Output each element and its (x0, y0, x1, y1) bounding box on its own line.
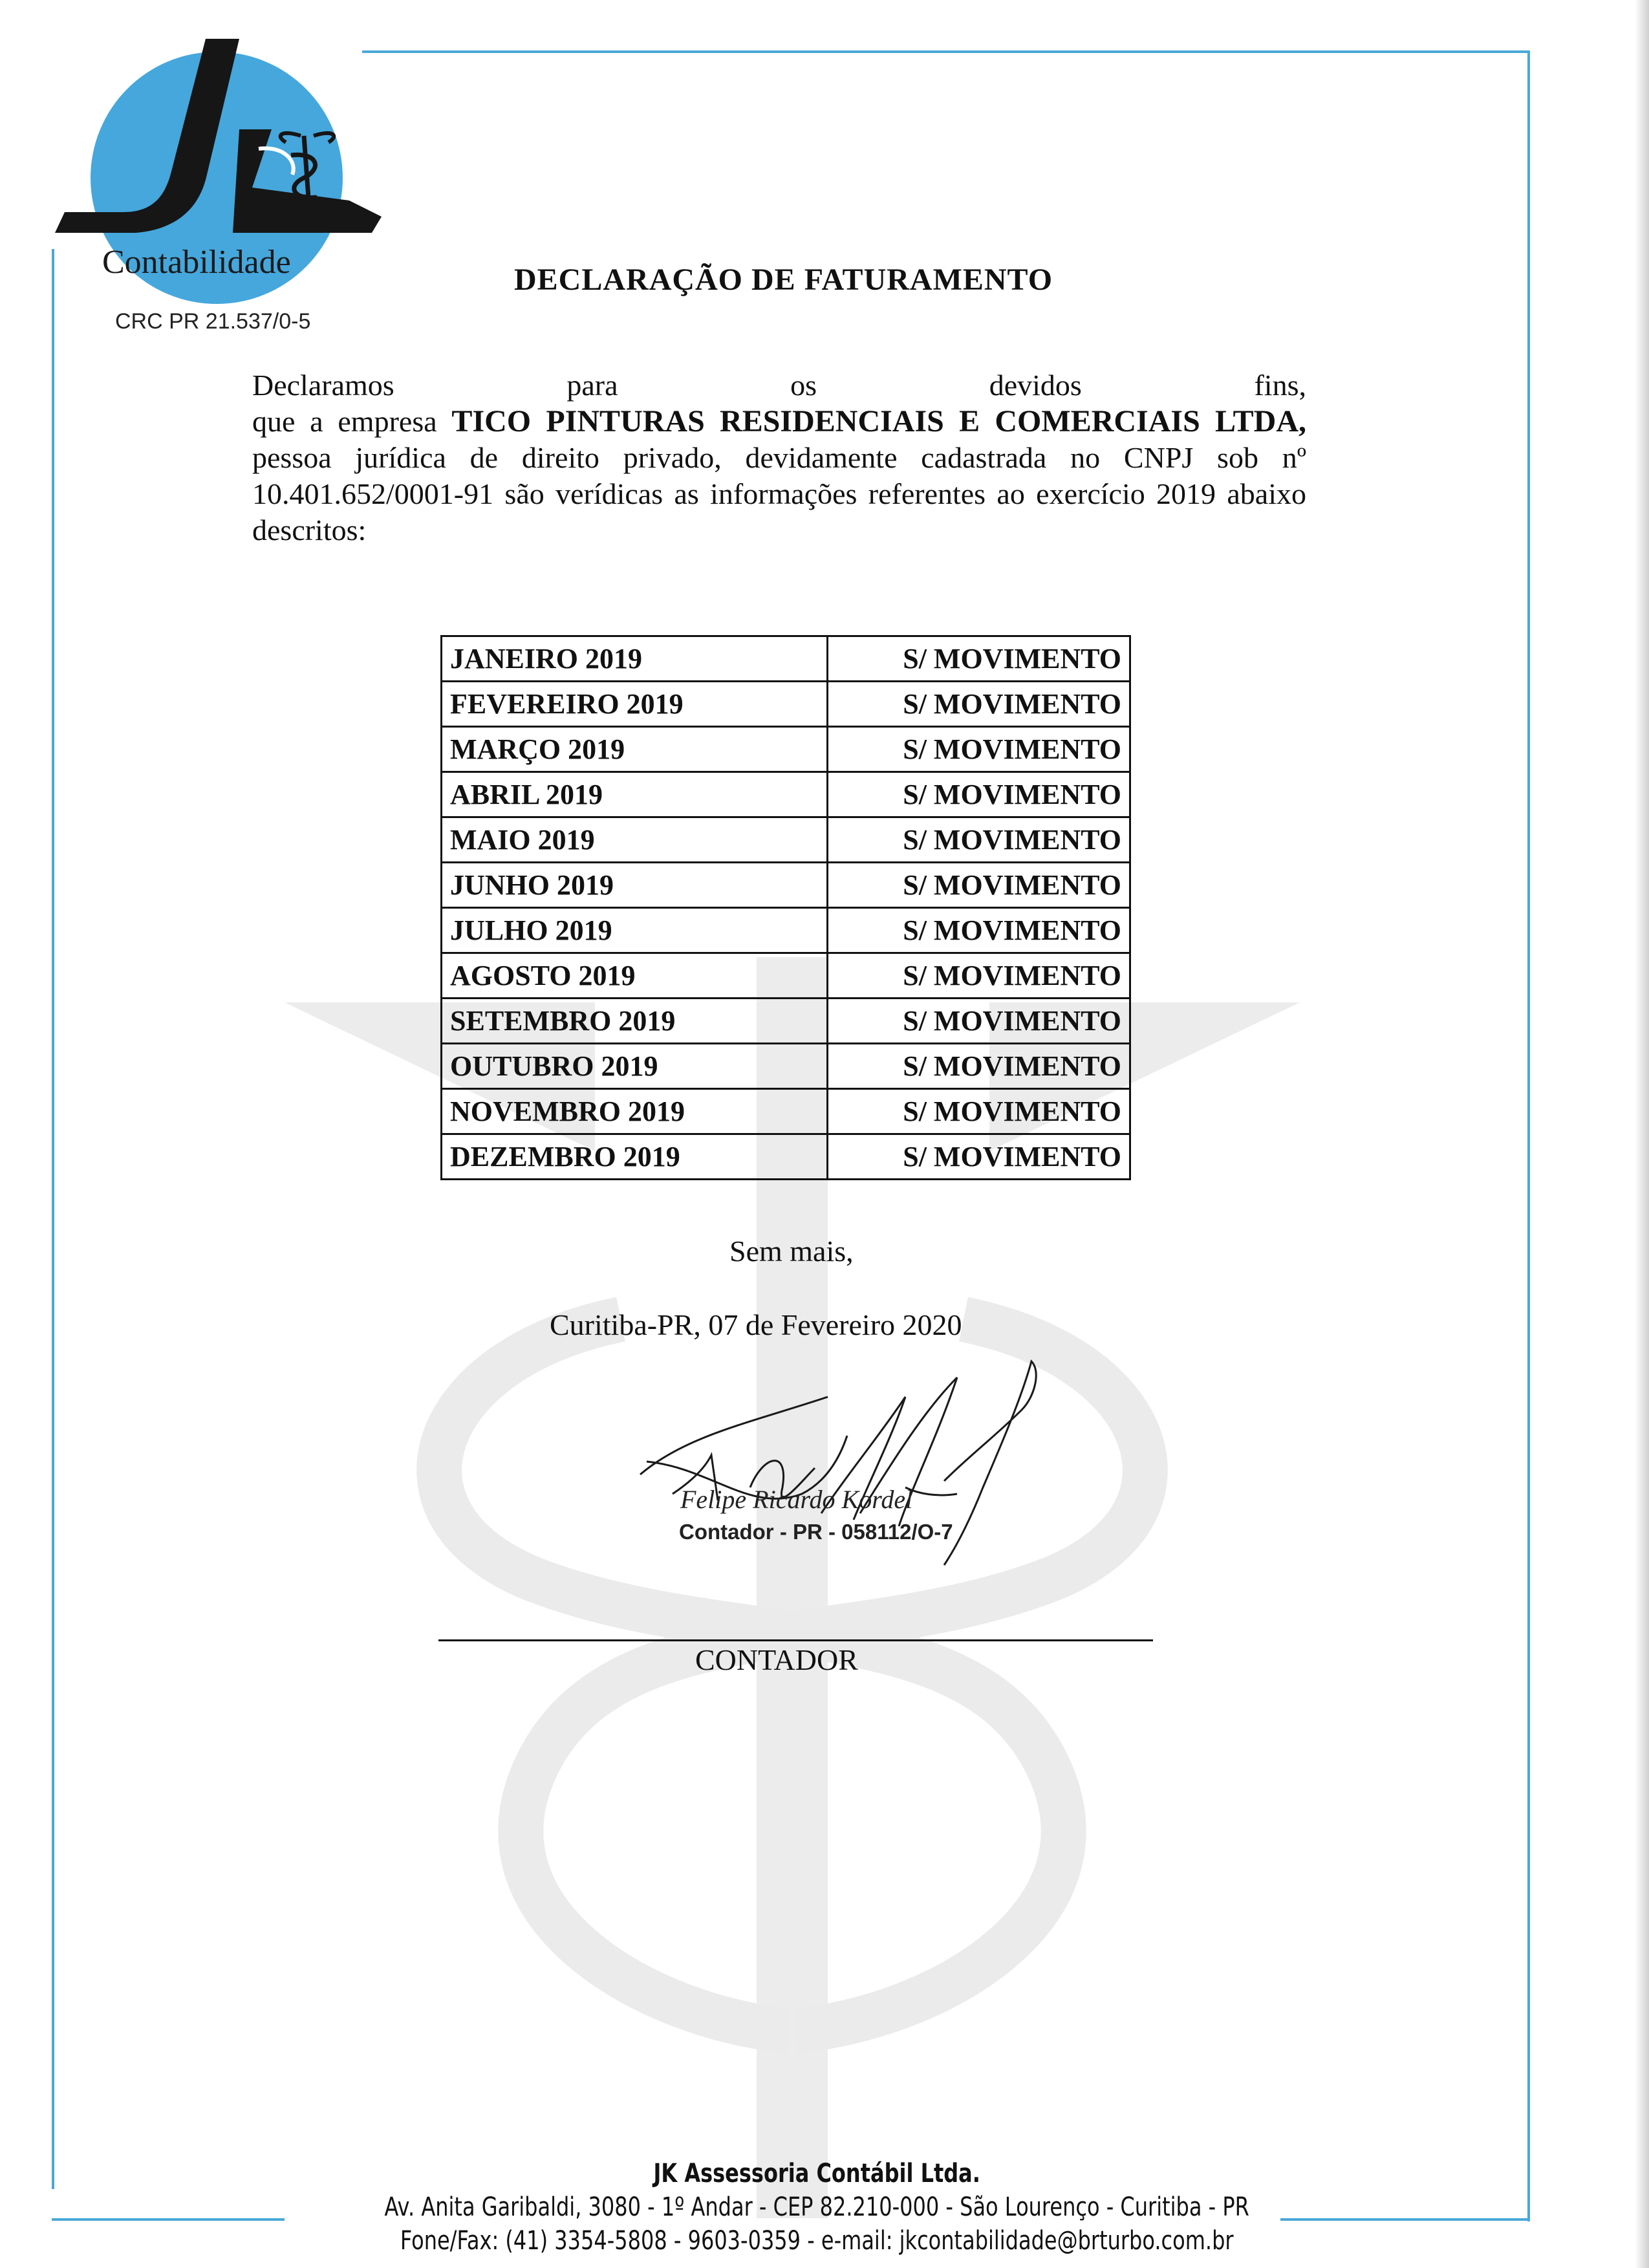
footer-contact: Fone/Fax: (41) 3354-5808 - 9603-0359 - e-mail: jkcontabilidade@brturbo.com.br (400, 2226, 1234, 2256)
month-cell: JUNHO 2019 (442, 863, 828, 908)
status-cell: S/ MOVIMENTO (828, 999, 1130, 1044)
table-row (442, 999, 1130, 1044)
jk-contabilidade-logo (45, 39, 388, 310)
frame-left-border (52, 249, 54, 2189)
month-cell: MARÇO 2019 (442, 727, 828, 772)
signature-line (438, 1639, 1153, 1641)
table-row (442, 727, 1130, 772)
status-cell: S/ MOVIMENTO (828, 727, 1130, 772)
status-cell: S/ MOVIMENTO (828, 953, 1130, 999)
table-row (442, 1089, 1130, 1134)
place-date: Curitiba-PR, 07 de Fevereiro 2020 (550, 1308, 962, 1341)
month-cell: FEVEREIRO 2019 (442, 682, 828, 727)
status-cell: S/ MOVIMENTO (828, 908, 1130, 953)
month-cell: OUTUBRO 2019 (442, 1044, 828, 1089)
month-cell: JANEIRO 2019 (442, 636, 828, 682)
table-row (442, 953, 1130, 999)
scan-edge-shadow (1635, 0, 1649, 2268)
status-cell: S/ MOVIMENTO (828, 682, 1130, 727)
intro-prefix: que a empresa (252, 405, 437, 438)
status-cell: S/ MOVIMENTO (828, 636, 1130, 682)
intro-word: fins, (1254, 369, 1306, 402)
revenue-table (440, 635, 1131, 1180)
page-footer (157, 2157, 1476, 2258)
status-cell: S/ MOVIMENTO (828, 772, 1130, 817)
document-title: DECLARAÇÃO DE FATURAMENTO (514, 263, 1053, 297)
intro-word: os (790, 369, 817, 402)
month-cell: DEZEMBRO 2019 (442, 1134, 828, 1180)
status-cell: S/ MOVIMENTO (828, 1134, 1130, 1180)
table-row (442, 1134, 1130, 1180)
declaration-body (252, 404, 1306, 548)
intro-word: Declaramos (252, 369, 394, 402)
month-cell: JULHO 2019 (442, 908, 828, 953)
logo-caption: Contabilidade (102, 244, 291, 281)
intro-rest: pessoa jurídica de direito privado, devidamente cadastrada no CNPJ sob nº 10.401.652/0001-91 são verídicas as informações referentes ao exercício 2019 abaixo descritos: (252, 441, 1306, 546)
status-cell: S/ MOVIMENTO (828, 817, 1130, 863)
crc-number: CRC PR 21.537/0-5 (115, 309, 311, 334)
signer-registration: Contador - PR - 058112/O-7 (679, 1520, 953, 1544)
table-row (442, 772, 1130, 817)
month-cell: AGOSTO 2019 (442, 953, 828, 999)
status-cell: S/ MOVIMENTO (828, 1089, 1130, 1134)
signer-role: CONTADOR (695, 1643, 858, 1676)
signer-name: Felipe Ricardo Kordel (680, 1485, 913, 1514)
frame-top-border (362, 50, 1529, 53)
company-name: TICO PINTURAS RESIDENCIAIS E COMERCIAIS LTDA, (451, 404, 1306, 438)
table-row (442, 636, 1130, 682)
month-cell: MAIO 2019 (442, 817, 828, 863)
declaration-paragraph (252, 367, 1306, 548)
table-row (442, 1044, 1130, 1089)
frame-right-border (1527, 50, 1530, 2221)
intro-word: para (566, 369, 618, 402)
table-row (442, 863, 1130, 908)
month-cell: NOVEMBRO 2019 (442, 1089, 828, 1134)
intro-word: devidos (989, 369, 1082, 402)
closing-text: Sem mais, (729, 1235, 854, 1268)
month-cell: ABRIL 2019 (442, 772, 828, 817)
table-row (442, 682, 1130, 727)
footer-company: JK Assessoria Contábil Ltda. (653, 2159, 980, 2188)
declaration-first-line (252, 367, 1306, 404)
table-row (442, 908, 1130, 953)
status-cell: S/ MOVIMENTO (828, 863, 1130, 908)
month-cell: SETEMBRO 2019 (442, 999, 828, 1044)
table-row (442, 817, 1130, 863)
status-cell: S/ MOVIMENTO (828, 1044, 1130, 1089)
footer-address: Av. Anita Garibaldi, 3080 - 1º Andar - CEP 82.210-000 - São Lourenço - Curitiba - PR (384, 2192, 1249, 2222)
